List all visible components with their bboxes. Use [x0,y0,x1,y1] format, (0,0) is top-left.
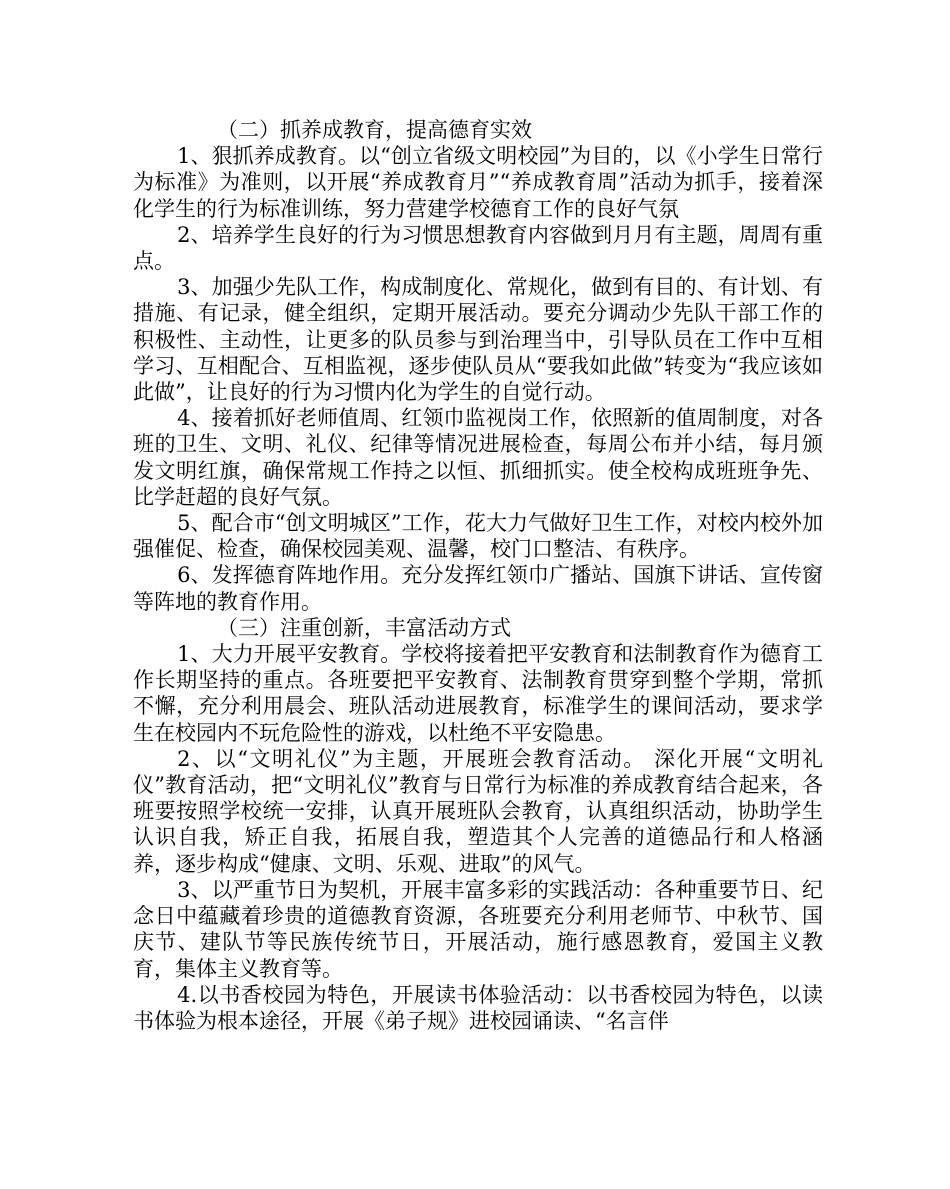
section-heading: （三）注重创新，丰富活动方式 [217,615,511,640]
body-paragraph: 5、配合市“创文明城区”工作，花大力气做好卫生工作，对校内校外加强催促、检查，确保校园美观、温馨，校门口整洁、有秩序。 [133,511,823,562]
body-paragraph: 1、大力开展平安教育。学校将接着把平安教育和法制教育作为德育工作长期坚持的重点。各班要把平安教育、法制教育贯穿到整个学期，常抓不懈，充分利用晨会、班队活动进展教育，标准学生的课间活动，要求学生在校园内不玩危险性的游戏，以杜绝不平安隐患。 [133,642,823,745]
section-heading: （二）抓养成教育，提高德育实效 [217,118,532,142]
body-paragraph: 4.以书香校园为特色，开展读书体验活动：以书香校园为特色，以读书体验为根本途径，开展《弟子规》进校园诵读、“名言伴 [133,982,823,1033]
body-paragraph: 3、以严重节日为契机，开展丰富多彩的实践活动：各种重要节日、纪念日中蕴藏着珍贵的道德教育资源，各班要充分利用老师节、中秋节、国庆节、建队节等民族传统节日，开展活动，施行感恩教育，爱国主义教育，集体主义教育等。 [133,877,823,981]
body-paragraph: 4、接着抓好老师值周、红领巾监视岗工作，依照新的值周制度，对各班的卫生、文明、礼仪、纪律等情况进展检查，每周公布并小结，每月颁发文明红旗，确保常规工作持之以恒、抓细抓实。使全校构成班班争先、比学赶超的良好气氛。 [133,406,823,509]
body-paragraph: 3、加强少先队工作，构成制度化、常规化，做到有目的、有计划、有措施、有记录，健全组织，定期开展活动。要充分调动少先队干部工作的积极性、主动性，让更多的队员参与到治理当中，引导队员在工作中互相学习、互相配合、互相监视，逐步使队员从“要我如此做”转变为“我应该如此做”，让良好的行为习惯内化为学生的自觉行动。 [133,275,823,405]
body-paragraph: 6、发挥德育阵地作用。充分发挥红领巾广播站、国旗下讲话、宣传窗等阵地的教育作用。 [133,563,823,614]
body-paragraph: 2、以“文明礼仪”为主题，开展班会教育活动。 深化开展“文明礼仪”教育活动，把“文明礼仪”教育与日常行为标准的养成教育结合起来，各班要按照学校统一安排，认真开展班队会教育，认真组织活动，协助学生认识自我，矫正自我，拓展自我，塑造其个人完善的道德品行和人格涵养，逐步构成“健康、文明、乐观、进取”的风气。 [133,746,823,876]
body-paragraph: 2、培养学生良好的行为习惯思想教育内容做到月月有主题，周周有重点。 [133,222,823,274]
document-page [133,117,823,1034]
body-paragraph: 1、狠抓养成教育。以“创立省级文明校园”为目的，以《小学生日常行为标准》为准则，以开展“养成教育月”“养成教育周”活动为抓手，接着深化学生的行为标准训练，努力营建学校德育工作的良好气氛 [133,144,823,221]
